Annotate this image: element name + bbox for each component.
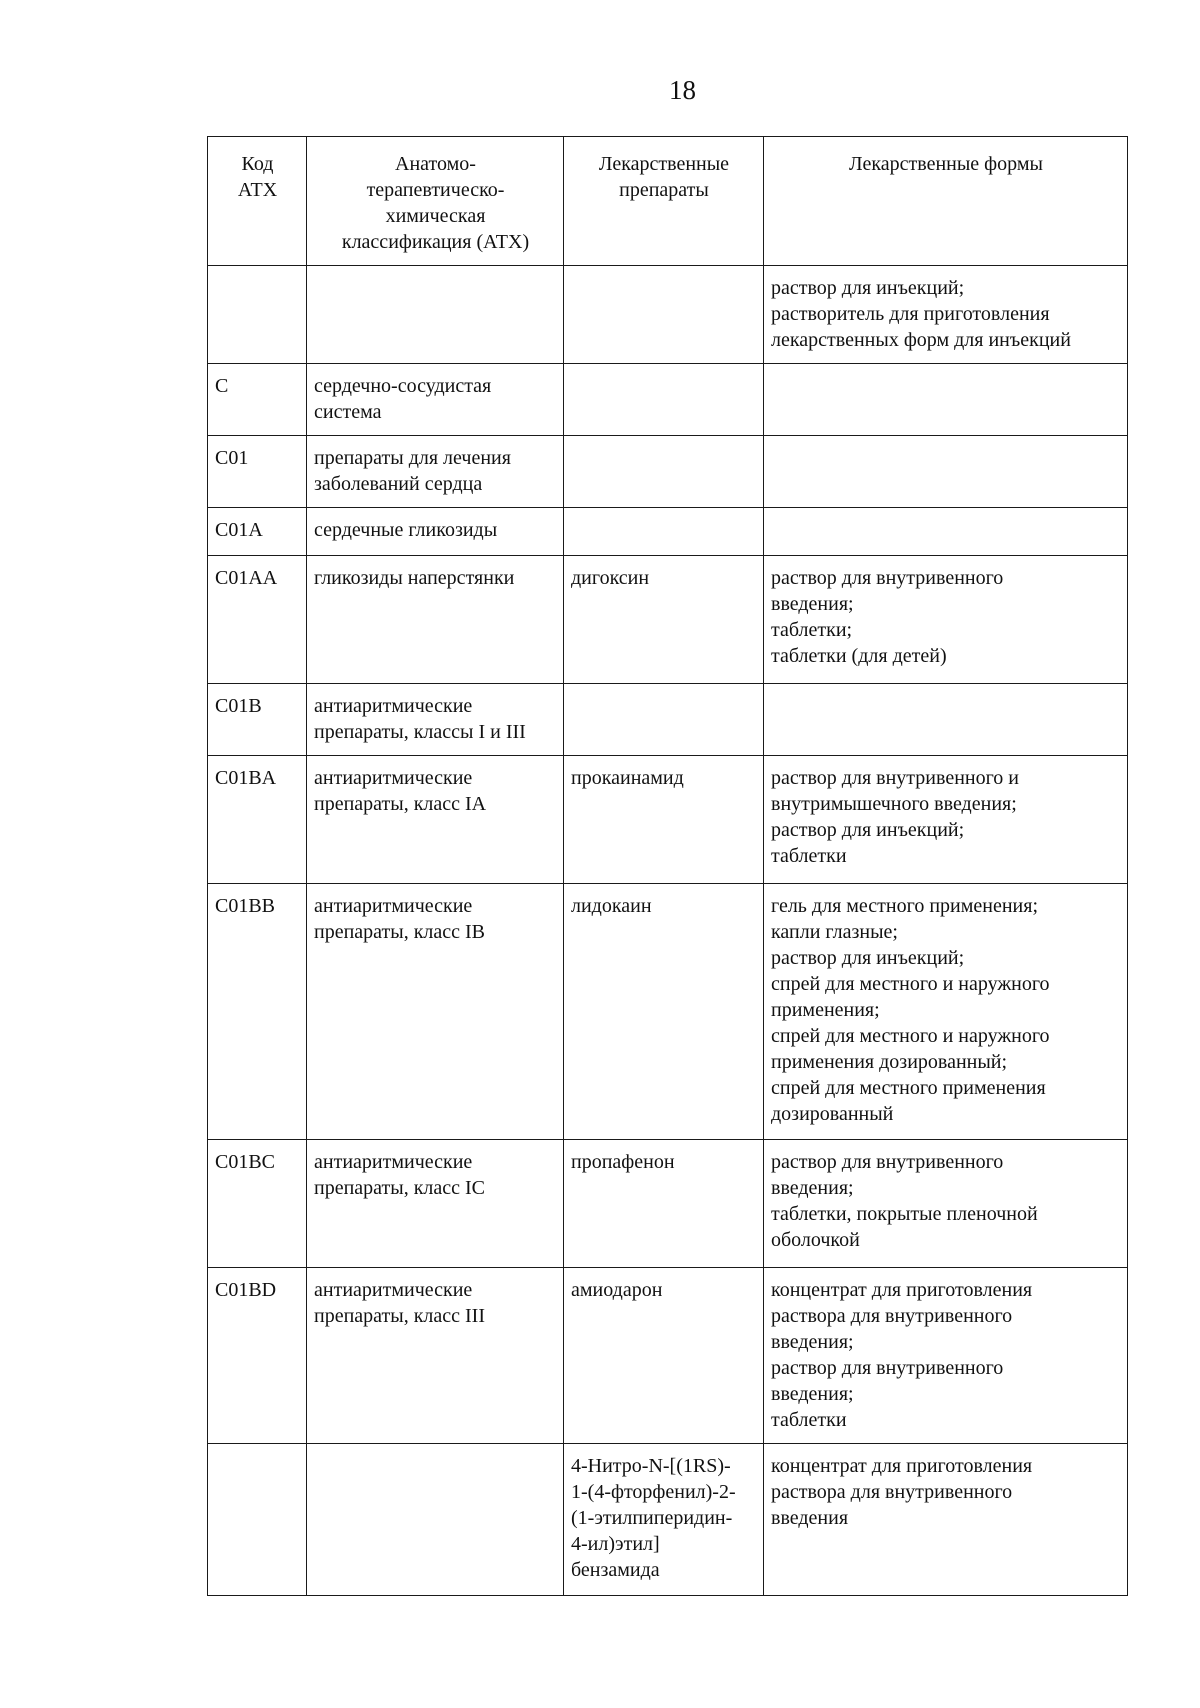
cell-dosage-forms-line: лекарственных форм для инъекций [771, 329, 1071, 351]
cell-dosage-forms-line: спрей для местного применения [771, 1077, 1046, 1099]
cell-dosage-forms-line: введения; [771, 1177, 854, 1199]
table-row [208, 1140, 1128, 1268]
cell-dosage-forms-line: раствор для внутривенного [771, 567, 1004, 589]
cell-dosage-forms-line: таблетки (для детей) [771, 645, 947, 667]
cell-drug-line: 4-ил)этил] [571, 1533, 660, 1555]
cell-dosage-forms [764, 436, 1128, 508]
header-line: химическая [385, 205, 486, 227]
cell-dosage-forms-line: введения; [771, 1383, 854, 1405]
cell-drug-line: (1-этилпиперидин- [571, 1507, 733, 1529]
cell-drug-line: амиодарон [571, 1279, 663, 1301]
cell-classification [307, 684, 564, 756]
cell-drug [564, 556, 764, 684]
cell-dosage-forms-line: применения; [771, 999, 880, 1021]
cell-drug [564, 884, 764, 1140]
table-row [208, 266, 1128, 364]
table-row [208, 436, 1128, 508]
cell-dosage-forms-line: капли глазные; [771, 921, 898, 943]
cell-drug [564, 364, 764, 436]
cell-classification [307, 1444, 564, 1596]
cell-classification-line: препараты, класс IB [314, 921, 486, 943]
atx-drug-table [207, 136, 1128, 1596]
header-line: Лекарственные [598, 153, 730, 175]
cell-classification [307, 884, 564, 1140]
cell-classification-line: антиаритмические [314, 895, 473, 917]
cell-drug-line: 1-(4-фторфенил)-2- [571, 1481, 736, 1503]
cell-classification-line: антиаритмические [314, 767, 473, 789]
cell-classification-line: препараты, классы I и III [314, 721, 526, 743]
cell-atx-code: C01BB [208, 884, 307, 1140]
cell-dosage-forms [764, 556, 1128, 684]
cell-classification [307, 1140, 564, 1268]
cell-dosage-forms-line: дозированный [771, 1103, 894, 1125]
cell-dosage-forms-line: внутримышечного введения; [771, 793, 1017, 815]
cell-dosage-forms-line: раствор для инъекций; [771, 819, 965, 841]
table-header-row [208, 137, 1128, 266]
header-line: Анатомо- [395, 153, 476, 175]
cell-dosage-forms-line: раствор для внутривенного [771, 1151, 1004, 1173]
cell-dosage-forms-line: концентрат для приготовления [771, 1455, 1033, 1477]
cell-drug [564, 266, 764, 364]
header-line: АТХ [237, 179, 278, 201]
cell-dosage-forms [764, 684, 1128, 756]
cell-dosage-forms-line: введения; [771, 593, 854, 615]
cell-dosage-forms-line: оболочкой [771, 1229, 860, 1251]
cell-classification-line: антиаритмические [314, 1279, 473, 1301]
header-drugs [564, 137, 764, 266]
table-body [208, 266, 1128, 1596]
cell-dosage-forms-line: раствора для внутривенного [771, 1481, 1013, 1503]
cell-atx-code: C01BC [208, 1140, 307, 1268]
cell-classification-line: заболеваний сердца [314, 473, 483, 495]
cell-atx-code: C01B [208, 684, 307, 756]
cell-dosage-forms [764, 508, 1128, 556]
cell-dosage-forms [764, 266, 1128, 364]
cell-classification [307, 556, 564, 684]
cell-classification [307, 756, 564, 884]
cell-classification [307, 364, 564, 436]
header-line: классификация (АТХ) [341, 231, 530, 253]
cell-classification [307, 508, 564, 556]
cell-classification-line: препараты, класс III [314, 1305, 486, 1327]
cell-dosage-forms-line: введения [771, 1507, 849, 1529]
table-row [208, 556, 1128, 684]
cell-drug [564, 1140, 764, 1268]
header-line: терапевтическо- [366, 179, 505, 201]
cell-classification-line: препараты для лечения [314, 447, 511, 469]
cell-classification-line: сердечно-сосудистая [314, 375, 492, 397]
cell-dosage-forms-line: применения дозированный; [771, 1051, 1008, 1073]
cell-dosage-forms [764, 1140, 1128, 1268]
cell-dosage-forms-line: раствор для инъекций; [771, 947, 965, 969]
cell-drug [564, 1268, 764, 1444]
table-row [208, 1444, 1128, 1596]
cell-classification-line: препараты, класс IA [314, 793, 487, 815]
cell-drug [564, 436, 764, 508]
cell-dosage-forms [764, 756, 1128, 884]
table-row [208, 364, 1128, 436]
cell-dosage-forms [764, 1444, 1128, 1596]
table-row [208, 508, 1128, 556]
header-atx-code [208, 137, 307, 266]
cell-atx-code [208, 266, 307, 364]
cell-atx-code: C01A [208, 508, 307, 556]
page-number: 18 [669, 75, 696, 105]
cell-dosage-forms-line: таблетки; [771, 619, 853, 641]
table-row [208, 684, 1128, 756]
cell-dosage-forms-line: спрей для местного и наружного [771, 973, 1050, 995]
cell-dosage-forms-line: раствора для внутривенного [771, 1305, 1013, 1327]
cell-drug-line: 4-Нитро-N-[(1RS)- [571, 1455, 731, 1477]
header-line: препараты [619, 179, 709, 201]
cell-atx-code: C01BD [208, 1268, 307, 1444]
cell-dosage-forms [764, 364, 1128, 436]
cell-classification-line: антиаритмические [314, 1151, 473, 1173]
header-line: Лекарственные формы [849, 153, 1043, 175]
cell-dosage-forms-line: раствор для инъекций; [771, 277, 965, 299]
cell-dosage-forms-line: раствор для внутривенного и [771, 767, 1020, 789]
header-dosage-forms [764, 137, 1128, 266]
cell-drug [564, 756, 764, 884]
cell-drug-line: пропафенон [571, 1151, 675, 1173]
cell-drug-line: бензамида [571, 1559, 660, 1581]
cell-dosage-forms-line: таблетки [771, 1409, 847, 1431]
cell-dosage-forms-line: раствор для внутривенного [771, 1357, 1004, 1379]
cell-drug [564, 508, 764, 556]
cell-classification [307, 436, 564, 508]
cell-classification-line: антиаритмические [314, 695, 473, 717]
cell-dosage-forms-line: спрей для местного и наружного [771, 1025, 1050, 1047]
cell-drug [564, 684, 764, 756]
cell-dosage-forms-line: растворитель для приготовления [771, 303, 1050, 325]
table-row [208, 1268, 1128, 1444]
cell-atx-code: C01 [208, 436, 307, 508]
cell-drug-line: дигоксин [571, 567, 650, 589]
cell-classification-line: система [314, 401, 382, 423]
cell-dosage-forms [764, 884, 1128, 1140]
cell-classification-line: препараты, класс IC [314, 1177, 486, 1199]
cell-drug [564, 1444, 764, 1596]
cell-classification-line: сердечные гликозиды [314, 519, 498, 541]
cell-drug-line: лидокаин [571, 895, 652, 917]
table-row [208, 756, 1128, 884]
cell-classification [307, 1268, 564, 1444]
cell-classification-line: гликозиды наперстянки [314, 567, 515, 589]
cell-atx-code: C01AA [208, 556, 307, 684]
cell-dosage-forms-line: таблетки [771, 845, 847, 867]
cell-atx-code: C01BA [208, 756, 307, 884]
cell-dosage-forms-line: таблетки, покрытые пленочной [771, 1203, 1038, 1225]
cell-classification [307, 266, 564, 364]
cell-dosage-forms-line: гель для местного применения; [771, 895, 1039, 917]
header-line: Код [241, 153, 274, 175]
cell-dosage-forms [764, 1268, 1128, 1444]
cell-atx-code [208, 1444, 307, 1596]
cell-dosage-forms-line: введения; [771, 1331, 854, 1353]
table-row [208, 884, 1128, 1140]
cell-drug-line: прокаинамид [571, 767, 684, 789]
cell-atx-code: C [208, 364, 307, 436]
cell-dosage-forms-line: концентрат для приготовления [771, 1279, 1033, 1301]
header-atx-classification [307, 137, 564, 266]
